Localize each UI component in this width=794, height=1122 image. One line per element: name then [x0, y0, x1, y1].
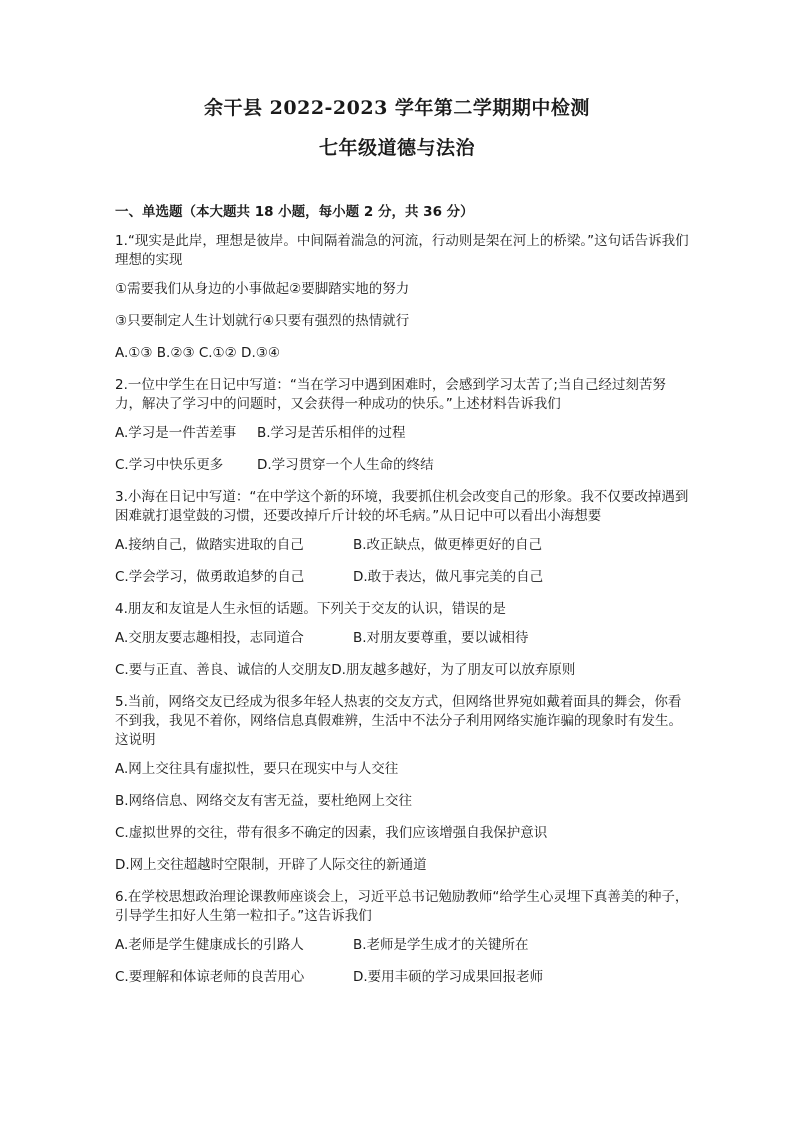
exam-title: 余干县 2022-2023 学年第二学期期中检测 — [204, 97, 590, 119]
option-row — [115, 536, 690, 555]
option-c: C.要理解和体谅老师的良苦用心 — [115, 969, 305, 985]
option-line: A.①③ B.②③ C.①② D.③④ — [115, 345, 280, 361]
exam-content — [115, 202, 690, 1000]
option-d: D.敢于表达，做凡事完美的自己 — [353, 569, 544, 585]
option-d: D.网上交往超越时空限制，开辟了人际交往的新通道 — [115, 857, 427, 873]
question-stem: 1.“现实是此岸，理想是彼岸。中间隔着湍急的河流，行动则是架在河上的桥梁。”这句话告诉我们理想的实现 — [115, 233, 689, 268]
question-stem: 5.当前，网络交友已经成为很多年轻人热衷的交友方式，但网络世界宛如戴着面具的舞会，你看不到我，我见不着你，网络信息真假难辨，生活中不法分子利用网络实施诈骗的现象时有发生。这说明 — [115, 694, 682, 748]
question-4 — [115, 600, 690, 680]
option-a: A.学习是一件苦差事 — [115, 425, 237, 441]
question-6 — [115, 888, 690, 987]
option-a: A.老师是学生健康成长的引路人 — [115, 937, 304, 953]
option-b: B.对朋友要尊重，要以诚相待 — [353, 630, 529, 646]
question-stem: 6.在学校思想政治理论课教师座谈会上，习近平总书记勉励教师“给学生心灵埋下真善美的种子，引导学生扣好人生第一粒扣子。”这告诉我们 — [115, 889, 689, 924]
option-b: B.改正缺点，做更棒更好的自己 — [353, 537, 543, 553]
question-stem: 3.小海在日记中写道：“在中学这个新的环境，我要抓住机会改变自己的形象。我不仅要改掉遇到困难就打退堂鼓的习惯，还要改掉斤斤计较的坏毛病。”从日记中可以看出小海想要 — [115, 489, 689, 524]
question-stem: 4.朋友和友谊是人生永恒的话题。下列关于交友的认识，错误的是 — [115, 601, 506, 617]
section-heading: 一、单选题（本大题共 18 小题，每小题 2 分，共 36 分） — [115, 204, 474, 220]
exam-subject: 七年级道德与法治 — [318, 137, 475, 159]
question-2 — [115, 376, 690, 475]
option-row — [115, 968, 690, 987]
option-row — [115, 424, 690, 443]
option-row — [115, 629, 690, 648]
statement: ③只要制定人生计划就行④只要有强烈的热情就行 — [115, 313, 410, 329]
option-b: B.老师是学生成才的关键所在 — [353, 937, 529, 953]
question-stem: 2.一位中学生在日记中写道：“当在学习中遇到困难时，会感到学习太苦了;当自己经过刻苦努力，解决了学习中的问题时，又会获得一种成功的快乐。”上述材料告诉我们 — [115, 377, 666, 412]
option-b: B.网络信息、网络交友有害无益，要杜绝网上交往 — [115, 793, 413, 809]
option-d: D.要用丰硕的学习成果回报老师 — [353, 969, 544, 985]
option-c: C.学习中快乐更多 — [115, 457, 224, 473]
option-d: D.学习贯穿一个人生命的终结 — [257, 457, 434, 473]
option-c: C.学会学习，做勇敢追梦的自己 — [115, 569, 305, 585]
option-row — [115, 936, 690, 955]
option-a: A.网上交往具有虚拟性，要只在现实中与人交往 — [115, 761, 399, 777]
option-c: C.虚拟世界的交往，带有很多不确定的因素，我们应该增强自我保护意识 — [115, 825, 548, 841]
option-row — [115, 568, 690, 587]
option-d: D.朋友越多越好，为了朋友可以放弃原则 — [331, 662, 576, 678]
statement: ①需要我们从身边的小事做起②要脚踏实地的努力 — [115, 281, 410, 297]
question-1 — [115, 232, 690, 363]
option-b: B.学习是苦乐相伴的过程 — [257, 425, 406, 441]
option-row — [115, 456, 690, 475]
option-a: A.接纳自己，做踏实进取的自己 — [115, 537, 304, 553]
option-row — [115, 661, 690, 680]
question-5 — [115, 693, 690, 875]
option-a: A.交朋友要志趣相投，志同道合 — [115, 630, 304, 646]
option-c: C.要与正直、善良、诚信的人交朋友 — [115, 662, 332, 678]
question-3 — [115, 488, 690, 587]
